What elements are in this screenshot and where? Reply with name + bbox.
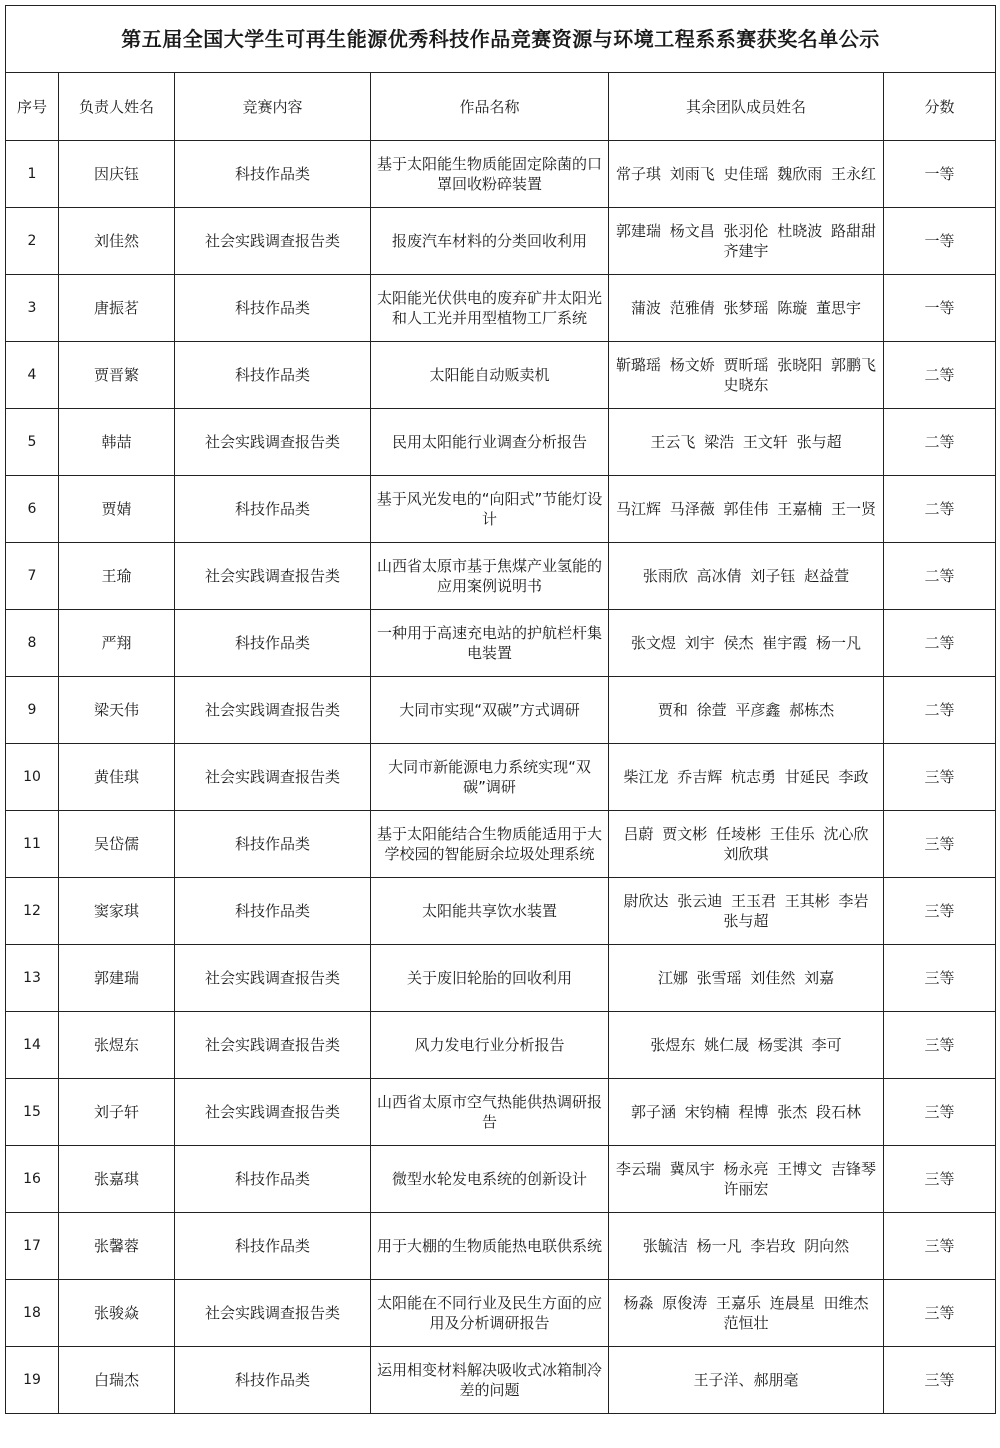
header-members: 其余团队成员姓名 bbox=[609, 73, 884, 141]
row-index: 18 bbox=[6, 1280, 59, 1347]
row-work: 基于风光发电的“向阳式”节能灯设计 bbox=[371, 476, 609, 543]
award-list-document bbox=[5, 5, 995, 1443]
row-score: 三等 bbox=[884, 1347, 996, 1414]
row-index: 16 bbox=[6, 1146, 59, 1213]
row-leader: 张嘉琪 bbox=[59, 1146, 175, 1213]
row-leader: 贾晋繁 bbox=[59, 342, 175, 409]
row-members: 贾和 徐萱 平彦鑫 郝栋杰 bbox=[609, 677, 884, 744]
table-row bbox=[6, 878, 996, 945]
row-score: 二等 bbox=[884, 610, 996, 677]
row-work: 太阳能光伏供电的废弃矿井太阳光和人工光并用型植物工厂系统 bbox=[371, 275, 609, 342]
row-work: 太阳能共享饮水装置 bbox=[371, 878, 609, 945]
table-row bbox=[6, 610, 996, 677]
table-row bbox=[6, 1213, 996, 1280]
row-score: 二等 bbox=[884, 677, 996, 744]
table-row bbox=[6, 141, 996, 208]
row-index: 17 bbox=[6, 1213, 59, 1280]
row-work: 风力发电行业分析报告 bbox=[371, 1012, 609, 1079]
row-work: 基于太阳能生物质能固定除菌的口罩回收粉碎装置 bbox=[371, 141, 609, 208]
row-category: 科技作品类 bbox=[175, 1347, 371, 1414]
row-score: 二等 bbox=[884, 543, 996, 610]
row-category: 科技作品类 bbox=[175, 811, 371, 878]
row-members: 张毓洁 杨一凡 李岩玫 阴向然 bbox=[609, 1213, 884, 1280]
row-index: 1 bbox=[6, 141, 59, 208]
row-members: 尉欣达 张云迪 王玉君 王其彬 李岩 张与超 bbox=[609, 878, 884, 945]
row-work: 大同市新能源电力系统实现“双碳”调研 bbox=[371, 744, 609, 811]
row-score: 三等 bbox=[884, 744, 996, 811]
row-index: 2 bbox=[6, 208, 59, 275]
row-category: 社会实践调查报告类 bbox=[175, 1280, 371, 1347]
row-members: 杨淼 原俊涛 王嘉乐 连晨星 田维杰 范恒壮 bbox=[609, 1280, 884, 1347]
row-score: 三等 bbox=[884, 945, 996, 1012]
row-score: 三等 bbox=[884, 878, 996, 945]
row-index: 5 bbox=[6, 409, 59, 476]
row-score: 三等 bbox=[884, 1012, 996, 1079]
row-work: 报废汽车材料的分类回收利用 bbox=[371, 208, 609, 275]
row-category: 社会实践调查报告类 bbox=[175, 543, 371, 610]
row-work: 山西省太原市基于焦煤产业氢能的应用案例说明书 bbox=[371, 543, 609, 610]
row-members: 郭建瑞 杨文昌 张羽伦 杜晓波 路甜甜 齐建宇 bbox=[609, 208, 884, 275]
header-leader: 负责人姓名 bbox=[59, 73, 175, 141]
row-score: 三等 bbox=[884, 1146, 996, 1213]
row-leader: 王瑜 bbox=[59, 543, 175, 610]
row-score: 一等 bbox=[884, 208, 996, 275]
table-row bbox=[6, 744, 996, 811]
row-index: 14 bbox=[6, 1012, 59, 1079]
row-leader: 刘子轩 bbox=[59, 1079, 175, 1146]
row-leader: 梁天伟 bbox=[59, 677, 175, 744]
title-row bbox=[6, 6, 996, 73]
row-members: 张煜东 姚仁晟 杨雯淇 李可 bbox=[609, 1012, 884, 1079]
table-row bbox=[6, 1146, 996, 1213]
row-category: 社会实践调查报告类 bbox=[175, 1012, 371, 1079]
row-leader: 贾婧 bbox=[59, 476, 175, 543]
row-score: 三等 bbox=[884, 1079, 996, 1146]
row-leader: 白瑞杰 bbox=[59, 1347, 175, 1414]
header-score: 分数 bbox=[884, 73, 996, 141]
row-work: 太阳能自动贩卖机 bbox=[371, 342, 609, 409]
row-leader: 张馨蓉 bbox=[59, 1213, 175, 1280]
row-category: 社会实践调查报告类 bbox=[175, 1079, 371, 1146]
row-score: 一等 bbox=[884, 275, 996, 342]
header-work: 作品名称 bbox=[371, 73, 609, 141]
row-category: 科技作品类 bbox=[175, 342, 371, 409]
table-row bbox=[6, 945, 996, 1012]
row-work: 用于大棚的生物质能热电联供系统 bbox=[371, 1213, 609, 1280]
row-leader: 张骏焱 bbox=[59, 1280, 175, 1347]
row-leader: 吴岱儒 bbox=[59, 811, 175, 878]
row-category: 科技作品类 bbox=[175, 141, 371, 208]
table-row bbox=[6, 275, 996, 342]
table-row bbox=[6, 409, 996, 476]
row-leader: 刘佳然 bbox=[59, 208, 175, 275]
row-members: 王云飞 梁浩 王文轩 张与超 bbox=[609, 409, 884, 476]
row-leader: 严翔 bbox=[59, 610, 175, 677]
row-members: 张雨欣 高冰倩 刘子钰 赵益萱 bbox=[609, 543, 884, 610]
row-members: 蒲波 范雅倩 张梦瑶 陈璇 董思宇 bbox=[609, 275, 884, 342]
row-index: 8 bbox=[6, 610, 59, 677]
row-category: 科技作品类 bbox=[175, 476, 371, 543]
table-row bbox=[6, 677, 996, 744]
header-row bbox=[6, 73, 996, 141]
table-row bbox=[6, 543, 996, 610]
table-body bbox=[6, 141, 996, 1414]
row-index: 6 bbox=[6, 476, 59, 543]
row-category: 科技作品类 bbox=[175, 878, 371, 945]
table-row bbox=[6, 208, 996, 275]
row-leader: 因庆钰 bbox=[59, 141, 175, 208]
row-work: 民用太阳能行业调查分析报告 bbox=[371, 409, 609, 476]
row-members: 吕蔚 贾文彬 任堎彬 王佳乐 沈心欣 刘欣琪 bbox=[609, 811, 884, 878]
row-work: 微型水轮发电系统的创新设计 bbox=[371, 1146, 609, 1213]
row-category: 社会实践调查报告类 bbox=[175, 744, 371, 811]
row-leader: 郭建瑞 bbox=[59, 945, 175, 1012]
row-work: 关于废旧轮胎的回收利用 bbox=[371, 945, 609, 1012]
row-category: 社会实践调查报告类 bbox=[175, 677, 371, 744]
row-score: 二等 bbox=[884, 342, 996, 409]
row-work: 大同市实现“双碳”方式调研 bbox=[371, 677, 609, 744]
row-members: 郭子涵 宋钧楠 程博 张杰 段石林 bbox=[609, 1079, 884, 1146]
row-category: 科技作品类 bbox=[175, 275, 371, 342]
page-title: 第五届全国大学生可再生能源优秀科技作品竞赛资源与环境工程系系赛获奖名单公示 bbox=[6, 6, 996, 73]
row-index: 13 bbox=[6, 945, 59, 1012]
row-leader: 窦家琪 bbox=[59, 878, 175, 945]
row-score: 三等 bbox=[884, 1213, 996, 1280]
row-category: 社会实践调查报告类 bbox=[175, 409, 371, 476]
row-leader: 黄佳琪 bbox=[59, 744, 175, 811]
row-members: 靳璐瑶 杨文娇 贾昕瑶 张晓阳 郭鹏飞 史晓东 bbox=[609, 342, 884, 409]
row-index: 12 bbox=[6, 878, 59, 945]
row-work: 运用相变材料解决吸收式冰箱制冷差的问题 bbox=[371, 1347, 609, 1414]
row-index: 9 bbox=[6, 677, 59, 744]
row-work: 一种用于高速充电站的护航栏杆集电装置 bbox=[371, 610, 609, 677]
row-score: 二等 bbox=[884, 409, 996, 476]
row-work: 山西省太原市空气热能供热调研报告 bbox=[371, 1079, 609, 1146]
row-score: 一等 bbox=[884, 141, 996, 208]
row-category: 社会实践调查报告类 bbox=[175, 945, 371, 1012]
header-category: 竞赛内容 bbox=[175, 73, 371, 141]
row-index: 3 bbox=[6, 275, 59, 342]
row-category: 社会实践调查报告类 bbox=[175, 208, 371, 275]
row-category: 科技作品类 bbox=[175, 1146, 371, 1213]
row-category: 科技作品类 bbox=[175, 610, 371, 677]
header-index: 序号 bbox=[6, 73, 59, 141]
row-leader: 唐振茗 bbox=[59, 275, 175, 342]
row-members: 柴江龙 乔吉辉 杭志勇 甘延民 李政 bbox=[609, 744, 884, 811]
row-category: 科技作品类 bbox=[175, 1213, 371, 1280]
row-index: 7 bbox=[6, 543, 59, 610]
row-index: 4 bbox=[6, 342, 59, 409]
row-score: 二等 bbox=[884, 476, 996, 543]
row-members: 王子洋、郝朋毫 bbox=[609, 1347, 884, 1414]
row-members: 马江辉 马泽薇 郭佳伟 王嘉楠 王一贤 bbox=[609, 476, 884, 543]
row-index: 11 bbox=[6, 811, 59, 878]
row-index: 19 bbox=[6, 1347, 59, 1414]
row-members: 张文煜 刘宇 侯杰 崔宇霞 杨一凡 bbox=[609, 610, 884, 677]
row-members: 常子琪 刘雨飞 史佳瑶 魏欣雨 王永红 bbox=[609, 141, 884, 208]
row-leader: 韩喆 bbox=[59, 409, 175, 476]
table-row bbox=[6, 476, 996, 543]
row-score: 三等 bbox=[884, 811, 996, 878]
table-row bbox=[6, 1012, 996, 1079]
row-index: 10 bbox=[6, 744, 59, 811]
row-members: 江娜 张雪瑶 刘佳然 刘嘉 bbox=[609, 945, 884, 1012]
award-table bbox=[5, 5, 996, 1414]
row-score: 三等 bbox=[884, 1280, 996, 1347]
table-row bbox=[6, 1079, 996, 1146]
table-row bbox=[6, 1280, 996, 1347]
table-row bbox=[6, 811, 996, 878]
row-index: 15 bbox=[6, 1079, 59, 1146]
row-work: 太阳能在不同行业及民生方面的应用及分析调研报告 bbox=[371, 1280, 609, 1347]
row-work: 基于太阳能结合生物质能适用于大学校园的智能厨余垃圾处理系统 bbox=[371, 811, 609, 878]
row-members: 李云瑞 冀凤宇 杨永亮 王博文 吉锋琴 许丽宏 bbox=[609, 1146, 884, 1213]
row-leader: 张煜东 bbox=[59, 1012, 175, 1079]
table-row bbox=[6, 342, 996, 409]
table-row bbox=[6, 1347, 996, 1414]
